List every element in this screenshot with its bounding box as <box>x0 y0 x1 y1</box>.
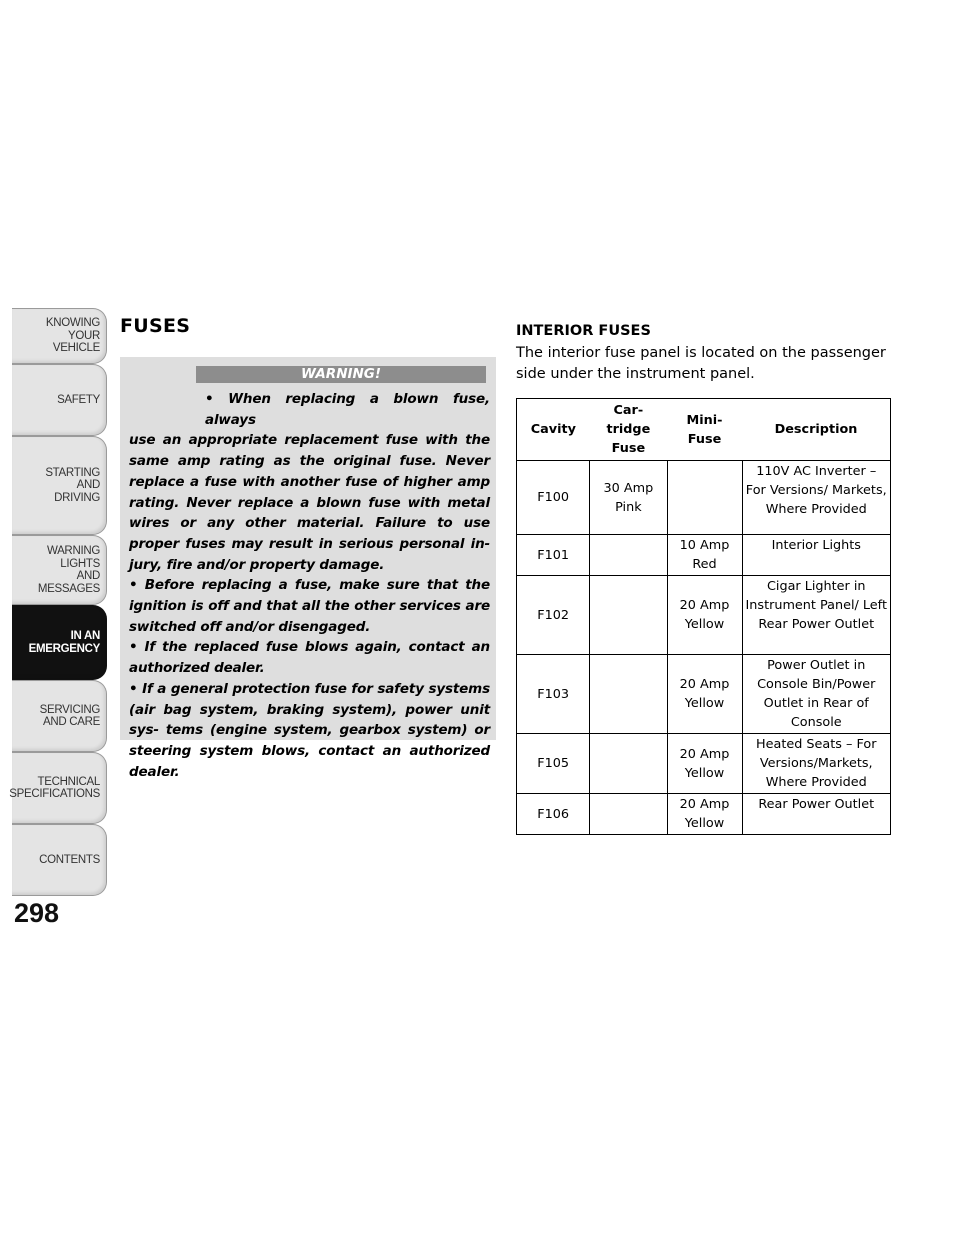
cell-mini: 10 Amp Red <box>667 535 742 576</box>
interior-intro: The interior fuse panel is located on the passenger side under the instrument panel. <box>516 345 886 382</box>
cell-mini: 20 Amp Yellow <box>667 655 742 734</box>
tab-starting-and-driving[interactable] <box>12 436 107 535</box>
warning-paragraph: • If the replaced fuse blows again, contact an authorized dealer. <box>129 639 490 677</box>
tab-safety[interactable] <box>12 364 107 436</box>
header-description: Description <box>742 399 891 461</box>
section-title-fuses: FUSES <box>120 315 191 337</box>
interior-fuse-table <box>516 398 891 835</box>
cell-mini: 20 Amp Yellow <box>667 576 742 655</box>
table-row <box>517 576 891 655</box>
cell-description: Interior Lights <box>742 535 891 576</box>
warning-paragraph: • Before replacing a fuse, make sure that the ignition is off and that all the other services are switched off and/or disengaged. <box>129 577 490 635</box>
warning-label: WARNING! <box>196 366 486 383</box>
table-row <box>517 734 891 794</box>
table-row <box>517 655 891 734</box>
tab-label: SAFETY <box>57 393 100 406</box>
page-number: 298 <box>14 898 60 928</box>
tab-label: TECHNICAL SPECIFICATIONS <box>9 775 100 800</box>
table-row <box>517 535 891 576</box>
cell-cartridge <box>590 535 667 576</box>
tab-contents[interactable] <box>12 824 107 896</box>
tab-label: SERVICING AND CARE <box>39 703 100 728</box>
section-title-interior-fuses: INTERIOR FUSES <box>516 323 651 339</box>
cell-cavity: F103 <box>517 655 590 734</box>
cell-description: Power Outlet in Console Bin/Power Outlet in Rear of Console <box>742 655 891 734</box>
cell-cavity: F105 <box>517 734 590 794</box>
tab-label: STARTING AND DRIVING <box>45 466 100 504</box>
tab-label: WARNING LIGHTS AND MESSAGES <box>37 545 100 595</box>
tab-technical-specifications[interactable] <box>9 752 107 824</box>
tab-label: IN AN EMERGENCY <box>28 630 100 655</box>
tab-in-an-emergency[interactable] <box>12 605 107 680</box>
warning-text <box>129 389 490 782</box>
cell-description: Heated Seats – For Versions/Markets, Where Provided <box>742 734 891 794</box>
warning-paragraph: • If a general protection fuse for safety systems (air bag system, braking system), power unit sys- tems (engine system, gearbox system) or steering system blows, contact an authorized dealer. <box>129 680 490 780</box>
table-row <box>517 461 891 535</box>
cell-cartridge <box>590 576 667 655</box>
tab-knowing-your-vehicle[interactable] <box>12 308 107 364</box>
warning-first-rest: use an appropriate replacement fuse with the same amp rating as the original fuse. Never replace a fuse with another fuse of higher amp rating. Never replace a blown fuse with metal wires or any other material. Failure to use proper fuses may result in serious personal in- jury, fire and/or property damage. <box>129 432 490 573</box>
cell-description: 110V AC Inverter – For Versions/ Markets, Where Provided <box>742 461 891 535</box>
header-cavity: Cavity <box>517 399 590 461</box>
tab-warning-lights-and-messages[interactable] <box>12 535 107 605</box>
cell-cartridge <box>590 655 667 734</box>
cell-mini <box>667 461 742 535</box>
table-row <box>517 794 891 835</box>
cell-cavity: F106 <box>517 794 590 835</box>
tab-servicing-and-care[interactable] <box>12 680 107 752</box>
cell-description: Cigar Lighter in Instrument Panel/ Left Rear Power Outlet <box>742 576 891 655</box>
warning-first-line: • When replacing a blown fuse, always <box>205 391 490 428</box>
cell-cartridge: 30 Amp Pink <box>590 461 667 535</box>
header-mini-fuse: Mini- Fuse <box>667 399 742 461</box>
cell-cavity: F100 <box>517 461 590 535</box>
cell-mini: 20 Amp Yellow <box>667 734 742 794</box>
warning-box <box>120 357 496 780</box>
tab-label: KNOWING YOUR VEHICLE <box>45 317 100 355</box>
cell-cavity: F101 <box>517 535 590 576</box>
cell-cartridge <box>590 794 667 835</box>
header-cartridge-fuse: Car- tridge Fuse <box>590 399 667 461</box>
warning-paragraph <box>129 389 490 575</box>
tab-label: CONTENTS <box>39 853 100 866</box>
cell-description: Rear Power Outlet <box>742 794 891 835</box>
cell-cavity: F102 <box>517 576 590 655</box>
table-header-row <box>517 399 891 461</box>
cell-mini: 20 Amp Yellow <box>667 794 742 835</box>
cell-cartridge <box>590 734 667 794</box>
